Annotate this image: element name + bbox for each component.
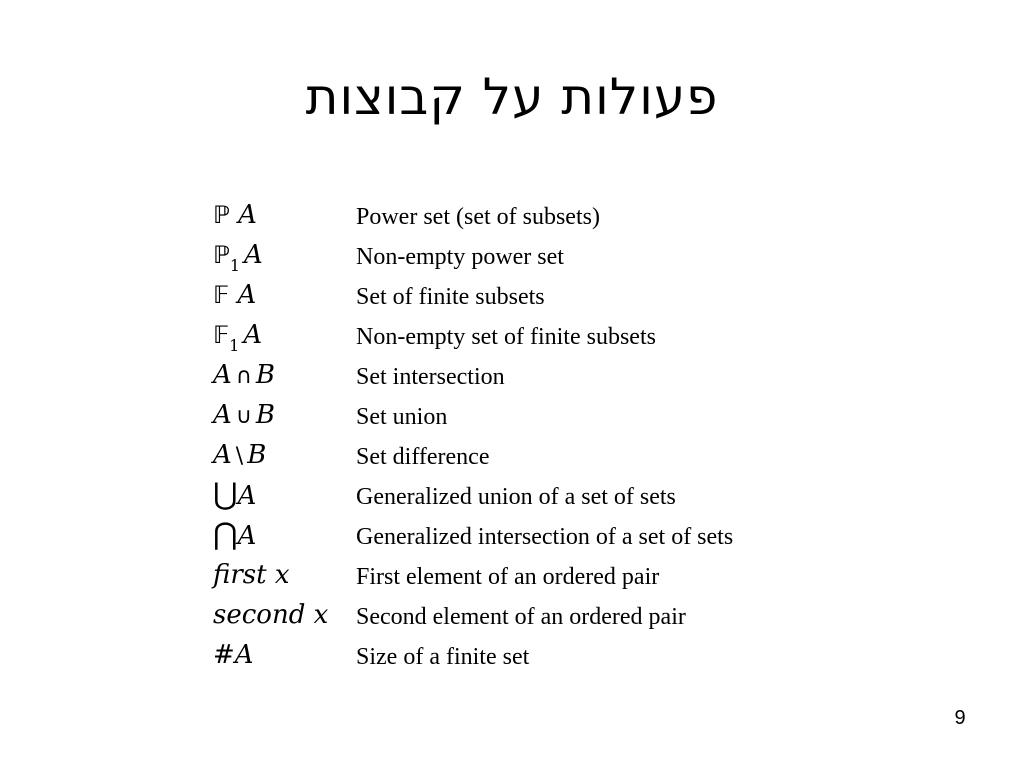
operation-description: Set union bbox=[356, 404, 448, 430]
operation-description: First element of an ordered pair bbox=[356, 564, 660, 590]
operation-symbol: first x bbox=[213, 560, 290, 590]
operation-symbol: #A bbox=[213, 640, 254, 670]
operation-symbol: A ∩ B bbox=[213, 360, 275, 390]
operation-symbol: ⋂A bbox=[213, 517, 257, 552]
operation-symbol: ⋃A bbox=[213, 477, 257, 512]
operation-symbol: ℙ A bbox=[213, 200, 257, 230]
operation-symbol: second x bbox=[213, 600, 329, 630]
operation-row-union bbox=[213, 398, 833, 438]
operations-table bbox=[213, 198, 833, 678]
operation-row-generalized-union bbox=[213, 478, 833, 518]
operation-row-second bbox=[213, 598, 833, 638]
operation-description: Generalized union of a set of sets bbox=[356, 484, 676, 510]
operation-row-generalized-intersection bbox=[213, 518, 833, 558]
operation-symbol: 𝔽$_1$ A bbox=[213, 320, 263, 355]
operation-symbol: 𝔽 A bbox=[213, 280, 257, 310]
operation-row-first bbox=[213, 558, 833, 598]
operation-description: Set difference bbox=[356, 444, 490, 470]
operation-description: Second element of an ordered pair bbox=[356, 604, 686, 630]
operation-description: Power set (set of subsets) bbox=[356, 204, 600, 230]
operation-row-power-set bbox=[213, 198, 833, 238]
operation-description: Non-empty set of finite subsets bbox=[356, 324, 656, 350]
operation-symbol: A \ B bbox=[213, 440, 267, 470]
operation-row-difference bbox=[213, 438, 833, 478]
operation-row-finite-subsets bbox=[213, 278, 833, 318]
operation-description: Generalized intersection of a set of sets bbox=[356, 524, 734, 550]
operation-description: Set of finite subsets bbox=[356, 284, 545, 310]
operation-row-nonempty-finite-subsets bbox=[213, 318, 833, 358]
operation-row-nonempty-power-set bbox=[213, 238, 833, 278]
operation-symbol: ℙ$_1$ A bbox=[213, 240, 263, 275]
operation-description: Set intersection bbox=[356, 364, 505, 390]
page-number: 9 bbox=[954, 707, 966, 729]
slide-title: פעולות על קבוצות bbox=[305, 68, 719, 126]
operation-description: Non-empty power set bbox=[356, 244, 564, 270]
operation-row-intersection bbox=[213, 358, 833, 398]
operation-symbol: A ∪ B bbox=[213, 400, 275, 430]
operation-description: Size of a finite set bbox=[356, 644, 530, 670]
operation-row-size bbox=[213, 638, 833, 678]
